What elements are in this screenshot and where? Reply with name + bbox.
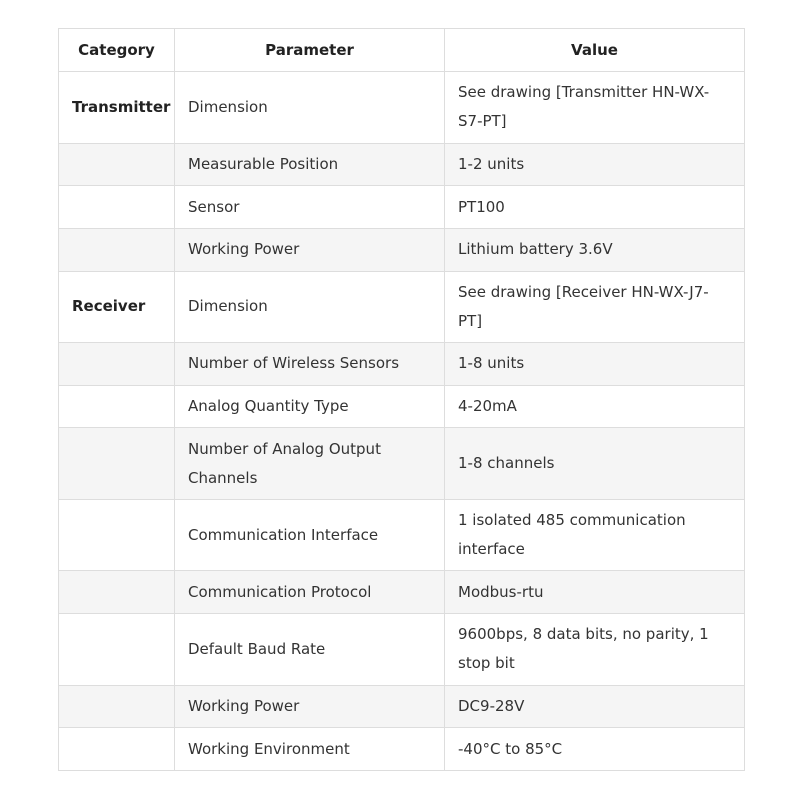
value-cell: 1 isolated 485 communication interface [445, 499, 745, 571]
table-row [59, 343, 745, 386]
value-cell: 1-8 units [445, 343, 745, 386]
category-cell [59, 728, 175, 771]
value-cell: 1-2 units [445, 143, 745, 186]
parameter-cell: Dimension [175, 72, 445, 144]
category-cell [59, 343, 175, 386]
parameter-cell: Working Environment [175, 728, 445, 771]
header-row [59, 29, 745, 72]
category-cell [59, 499, 175, 571]
parameter-cell: Measurable Position [175, 143, 445, 186]
table-row [59, 271, 745, 343]
category-cell [59, 428, 175, 500]
category-cell: Receiver [59, 271, 175, 343]
parameter-cell: Working Power [175, 685, 445, 728]
table-row [59, 728, 745, 771]
table-header [59, 29, 745, 72]
table-row [59, 385, 745, 428]
parameter-cell: Communication Protocol [175, 571, 445, 614]
parameter-cell: Number of Wireless Sensors [175, 343, 445, 386]
table-row [59, 614, 745, 686]
table-row [59, 499, 745, 571]
value-cell: 9600bps, 8 data bits, no parity, 1 stop bit [445, 614, 745, 686]
table-row [59, 143, 745, 186]
header-value: Value [445, 29, 745, 72]
table-row [59, 685, 745, 728]
category-cell [59, 186, 175, 229]
category-cell [59, 614, 175, 686]
value-cell: DC9-28V [445, 685, 745, 728]
category-cell [59, 685, 175, 728]
table-row [59, 72, 745, 144]
value-cell: Lithium battery 3.6V [445, 228, 745, 271]
category-cell [59, 228, 175, 271]
table-row [59, 571, 745, 614]
parameter-cell: Number of Analog Output Channels [175, 428, 445, 500]
category-cell: Transmitter [59, 72, 175, 144]
value-cell: 4-20mA [445, 385, 745, 428]
parameter-cell: Default Baud Rate [175, 614, 445, 686]
value-cell: Modbus-rtu [445, 571, 745, 614]
value-cell: PT100 [445, 186, 745, 229]
header-parameter: Parameter [175, 29, 445, 72]
parameter-cell: Analog Quantity Type [175, 385, 445, 428]
value-cell: -40°C to 85°C [445, 728, 745, 771]
parameter-cell: Sensor [175, 186, 445, 229]
parameter-cell: Communication Interface [175, 499, 445, 571]
spec-table [58, 28, 745, 771]
table-body [59, 72, 745, 771]
category-cell [59, 571, 175, 614]
table-row [59, 186, 745, 229]
value-cell: 1-8 channels [445, 428, 745, 500]
value-cell: See drawing [Receiver HN-WX-J7-PT] [445, 271, 745, 343]
table-row [59, 228, 745, 271]
parameter-cell: Working Power [175, 228, 445, 271]
value-cell: See drawing [Transmitter HN-WX-S7-PT] [445, 72, 745, 144]
parameter-cell: Dimension [175, 271, 445, 343]
header-category: Category [59, 29, 175, 72]
category-cell [59, 385, 175, 428]
table-row [59, 428, 745, 500]
category-cell [59, 143, 175, 186]
